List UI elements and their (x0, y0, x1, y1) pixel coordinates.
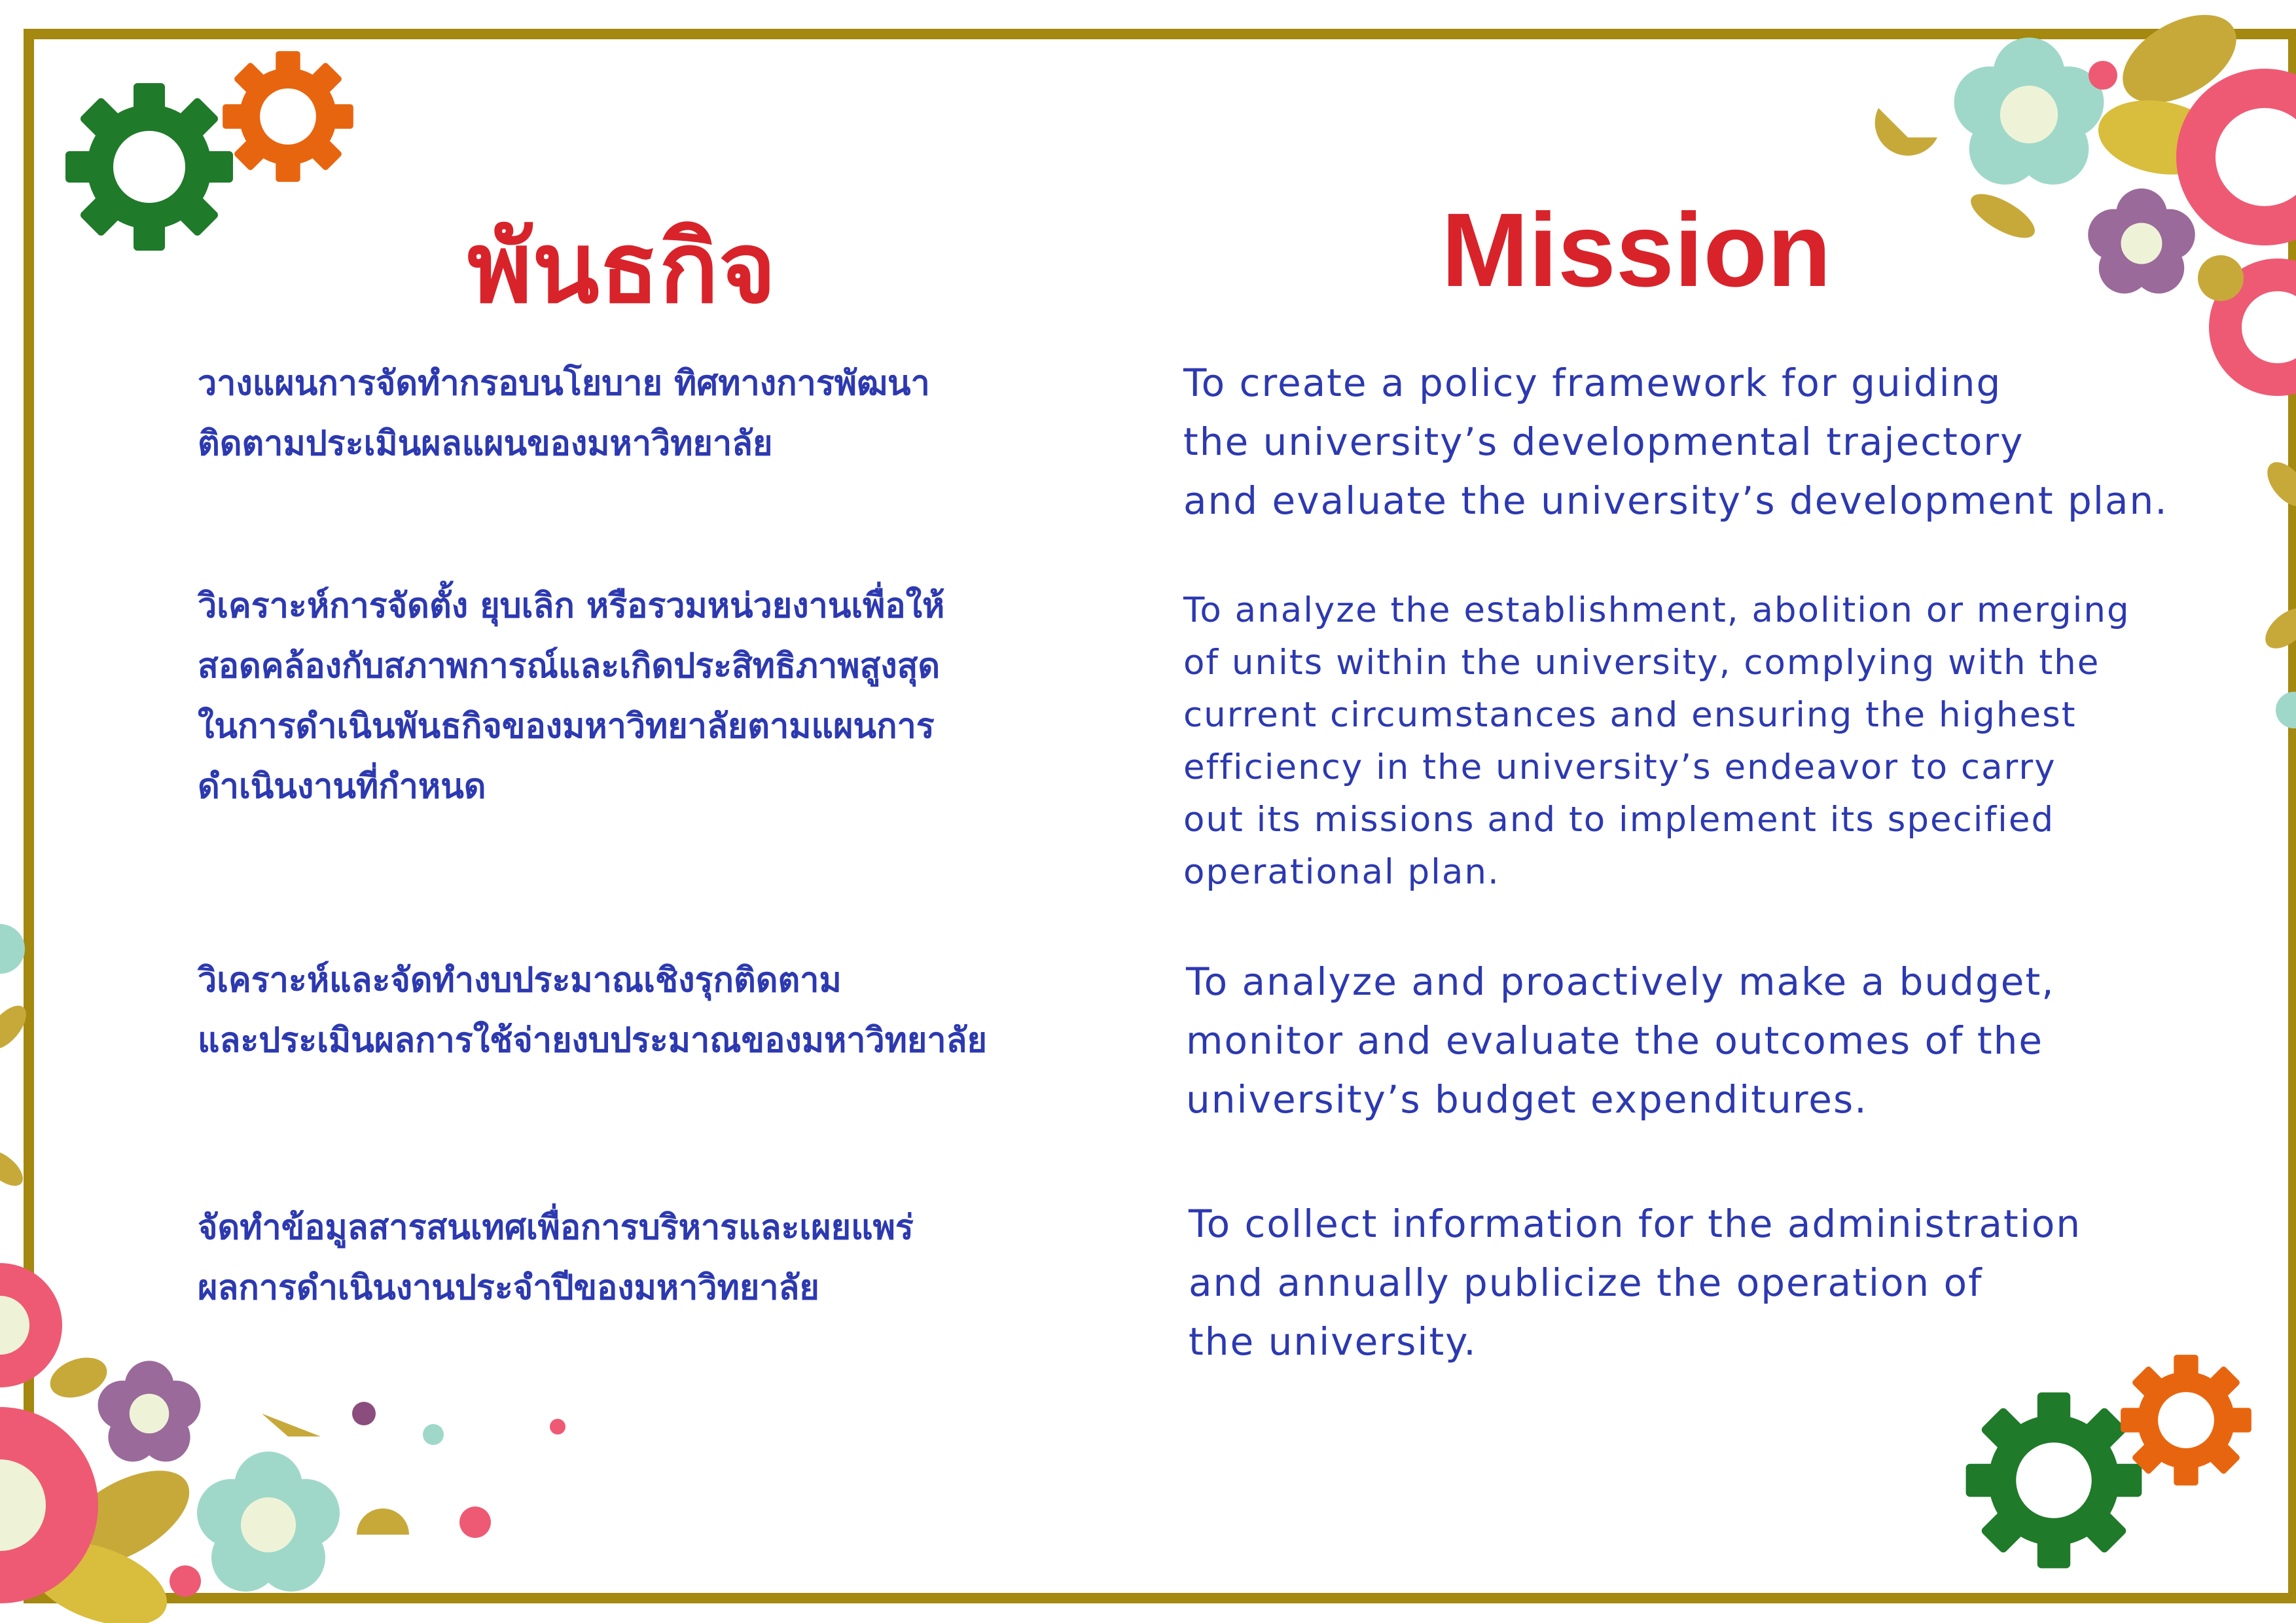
gear-icon (1966, 1393, 2142, 1569)
mission-3-thai: วิเคราะห์และจัดทำงบประมาณเชิงรุกติดตาม และประเมินผลการใช้จ่ายงบประมาณของมหาวิทยาลัย (198, 961, 987, 1060)
mission-heading-english: Mission (1441, 191, 1831, 308)
mission-1-english: To create a policy framework for guiding the university’s developmental trajectory and evaluate the university’s development plan. (1183, 361, 2168, 523)
gear-icon (2121, 1355, 2251, 1486)
gear-icon (65, 83, 233, 251)
mission-1-thai: วางแผนการจัดทำกรอบนโยบาย ทิศทางการพัฒนา ติดตามประเมินผลแผนของมหาวิทยาลัย (198, 364, 930, 463)
mission-4-thai: จัดทำข้อมูลสารสนเทศเพื่อการบริหารและเผยแพร่ ผลการดำเนินงานประจำปีของมหาวิทยาลัย (198, 1208, 914, 1308)
mission-2-thai: วิเคราะห์การจัดตั้ง ยุบเลิก หรือรวมหน่วยงานเพื่อให้ สอดคล้องกับสภาพการณ์และเกิดประสิทธิภาพสูงสุด ในการดำเนินพันธกิจของมหาวิทยาลัยตามแผนการ ดำเนินงานที่กำหนด (198, 586, 945, 806)
gear-icon (223, 51, 353, 182)
mission-3-english: To analyze and proactively make a budget, monitor and evaluate the outcomes of the university’s budget expenditures. (1186, 959, 2055, 1122)
mission-4-english: To collect information for the administration and annually publicize the operation of the university. (1189, 1202, 2082, 1364)
mission-2-english: To analyze the establishment, abolition or merging of units within the university, complying with the current circumstances and ensuring the highest efficiency in the university’s endeavor to carry out its missions and to implement its specified operational plan. (1183, 590, 2130, 892)
mission-heading-thai: พันธกิจ (467, 211, 776, 325)
